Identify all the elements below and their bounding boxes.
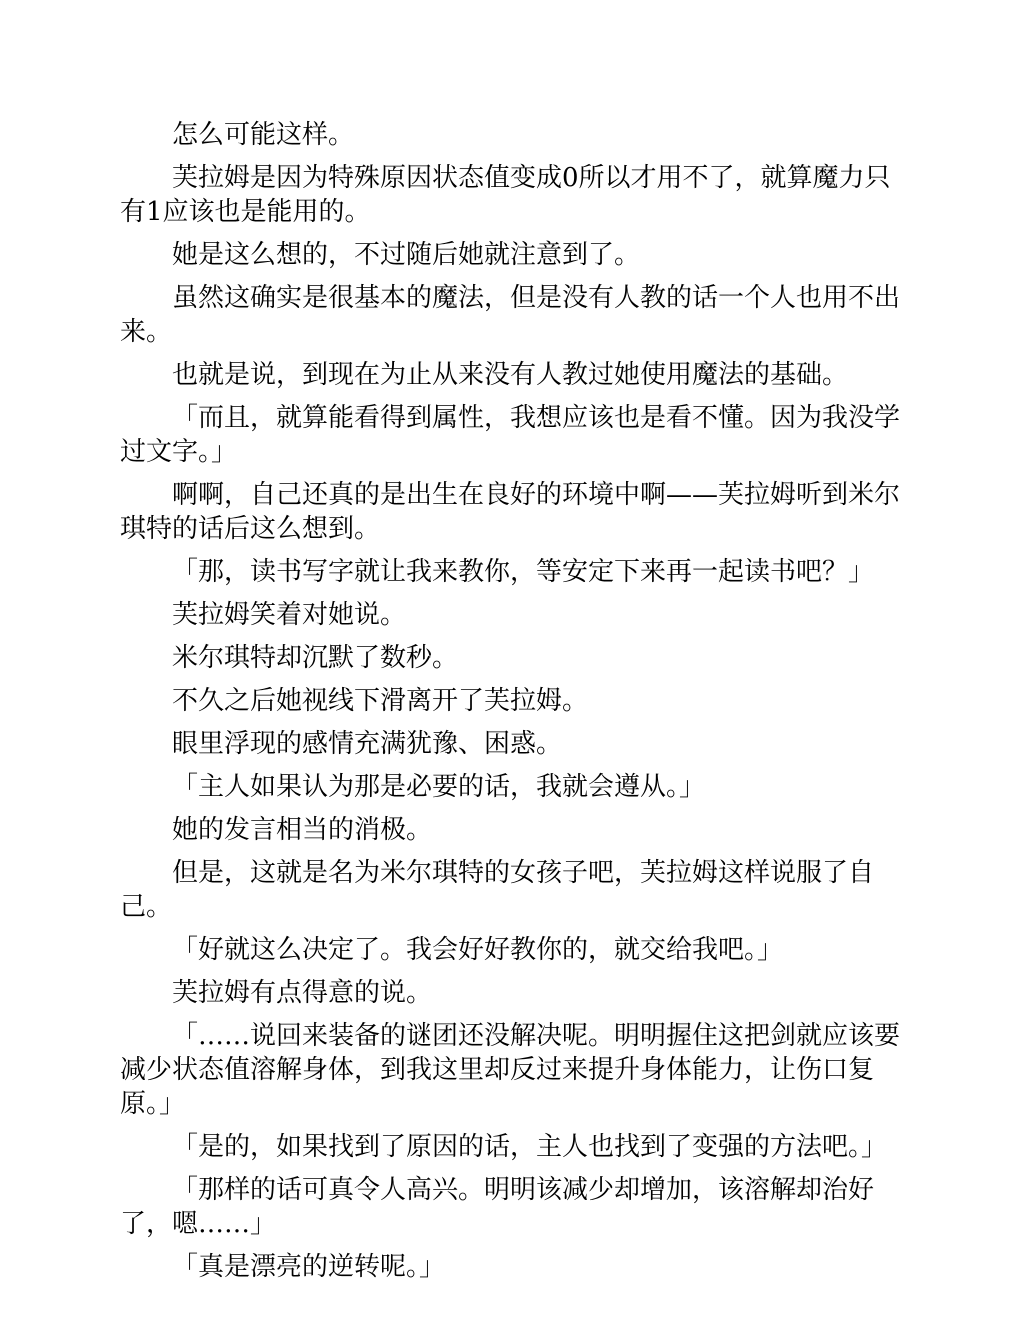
paragraph: 「而且，就算能看得到属性，我想应该也是看不懂。因为我没学过文字。」 (120, 403, 901, 467)
paragraph: 虽然这确实是很基本的魔法，但是没有人教的话一个人也用不出来。 (120, 283, 901, 347)
paragraph: 也就是说，到现在为止从来没有人教过她使用魔法的基础。 (172, 360, 849, 390)
paragraph: 米尔琪特却沉默了数秒。 (172, 643, 459, 673)
paragraph: 「真是漂亮的逆转呢。」 (172, 1252, 446, 1282)
paragraph: 「主人如果认为那是必要的话，我就会遵从。」 (172, 772, 706, 802)
body-text (120, 118, 900, 1293)
paragraph: 不久之后她视线下滑离开了芙拉姆。 (172, 686, 589, 716)
paragraph: 「好就这么决定了。我会好好教你的，就交给我吧。」 (172, 935, 784, 965)
paragraph: 「那样的话可真令人高兴。明明该减少却增加，该溶解却治好了，嗯……」 (120, 1175, 875, 1239)
paragraph: 芙拉姆是因为特殊原因状态值变成0所以才用不了，就算魔力只有1应该也是能用的。 (120, 163, 891, 227)
paragraph: 芙拉姆笑着对她说。 (172, 600, 407, 630)
paragraph: 她的发言相当的消极。 (172, 815, 433, 845)
paragraph: 她是这么想的，不过随后她就注意到了。 (172, 240, 641, 270)
paragraph: 「那，读书写字就让我来教你，等安定下来再一起读书吧？」 (172, 557, 875, 587)
paragraph: 眼里浮现的感情充满犹豫、困惑。 (172, 729, 563, 759)
paragraph: 「……说回来装备的谜团还没解决呢。明明握住这把剑就应该要减少状态值溶解身体，到我这里却反过来提升身体能力，让伤口复原。」 (120, 1021, 901, 1119)
paragraph: 芙拉姆有点得意的说。 (172, 978, 433, 1008)
paragraph: 啊啊，自己还真的是出生在良好的环境中啊——芙拉姆听到米尔琪特的话后这么想到。 (120, 480, 901, 544)
paragraph: 但是，这就是名为米尔琪特的女孩子吧，芙拉姆这样说服了自己。 (120, 858, 875, 922)
paragraph: 怎么可能这样。 (172, 120, 355, 150)
paragraph: 「是的，如果找到了原因的话，主人也找到了变强的方法吧。」 (172, 1132, 888, 1162)
